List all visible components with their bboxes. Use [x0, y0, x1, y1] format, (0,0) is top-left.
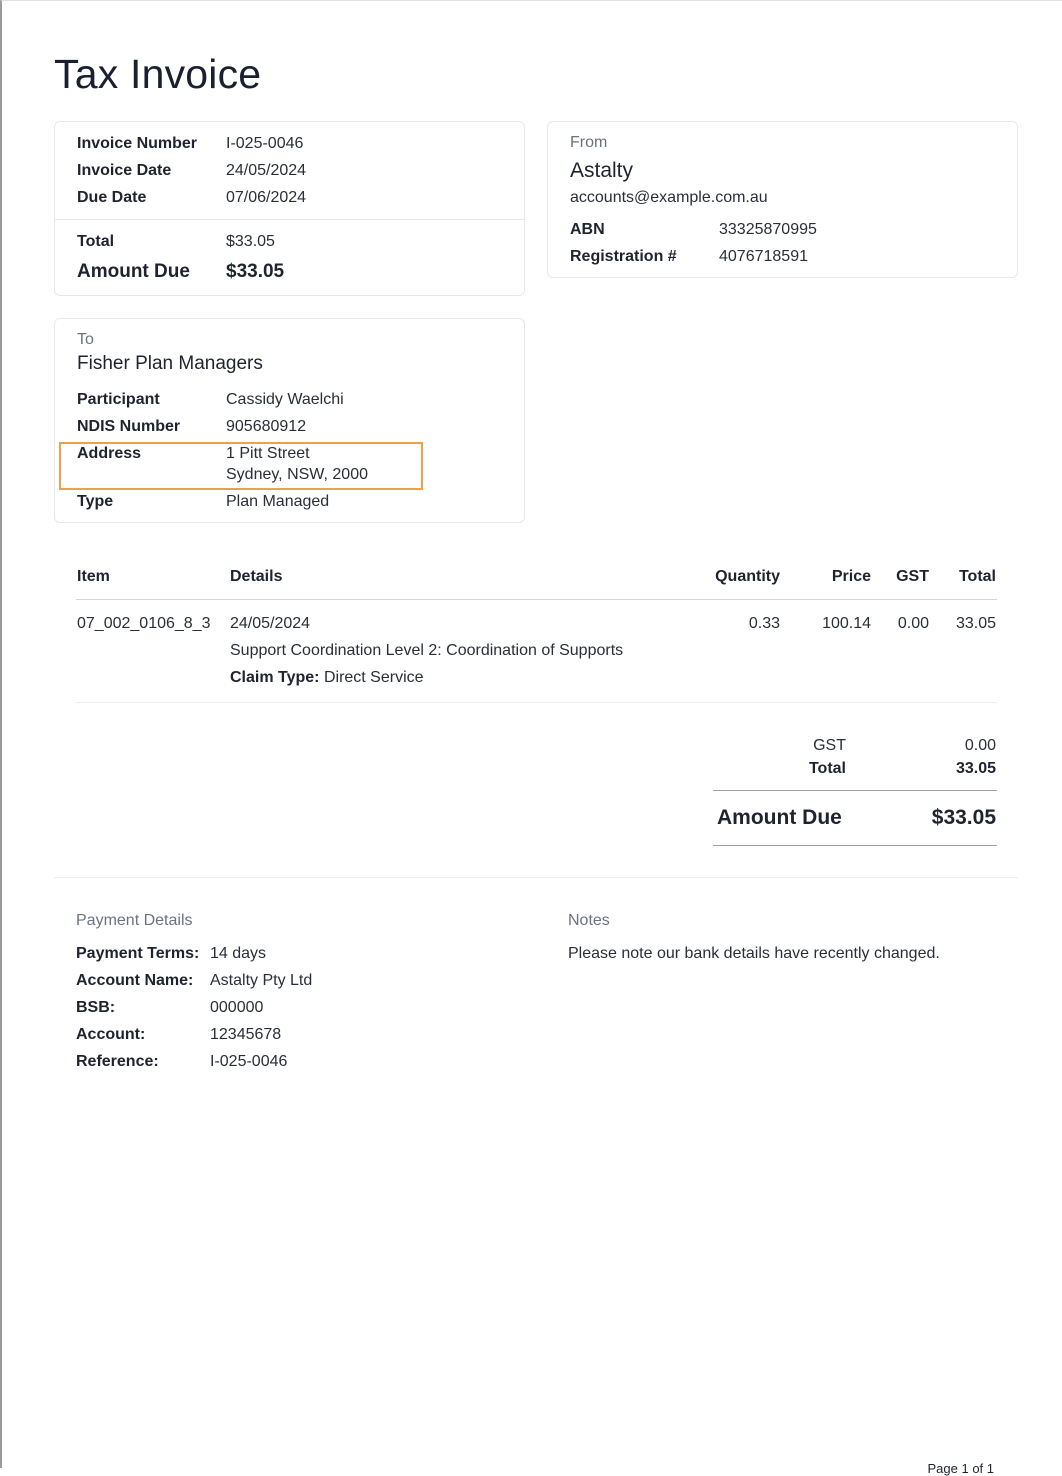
invoice-date-value: 24/05/2024	[226, 162, 307, 179]
summary-total-label: Total	[808, 760, 846, 777]
participant-value: Cassidy Waelchi	[226, 391, 344, 408]
summary-total-value: 33.05	[955, 760, 996, 777]
summary-amount-due-label: Amount Due	[717, 806, 842, 829]
total-value: $33.05	[226, 233, 275, 250]
invoice-summary-card	[54, 121, 525, 296]
col-header-gst: GST	[896, 568, 929, 585]
account-name-value: Astalty Pty Ltd	[210, 972, 313, 989]
col-header-total: Total	[958, 568, 996, 585]
type-label: Type	[77, 493, 114, 510]
total-label: Total	[77, 233, 115, 250]
account-name-label: Account Name:	[76, 972, 194, 989]
section-divider	[54, 877, 1018, 878]
col-header-price: Price	[831, 568, 871, 585]
col-header-item: Item	[77, 568, 110, 585]
summary-rule-top	[713, 790, 997, 791]
payment-terms-value: 14 days	[210, 945, 267, 962]
row-date: 24/05/2024	[230, 615, 311, 632]
table-header-rule	[76, 599, 997, 600]
bsb-label: BSB:	[76, 999, 116, 1016]
card-divider	[55, 219, 524, 220]
reference-value: I-025-0046	[210, 1053, 288, 1070]
to-card	[54, 318, 525, 523]
invoice-number-label: Invoice Number	[77, 135, 198, 152]
abn-label: ABN	[570, 221, 605, 238]
address-highlight-box	[59, 442, 423, 490]
row-item-code: 07_002_0106_8_3	[77, 615, 211, 632]
type-value: Plan Managed	[226, 493, 330, 510]
to-label: To	[77, 331, 94, 348]
address-label: Address	[77, 445, 142, 462]
row-description: Support Coordination Level 2: Coordination of Supports	[230, 642, 624, 659]
ndis-label: NDIS Number	[77, 418, 181, 435]
to-name: Fisher Plan Managers	[77, 353, 263, 374]
payment-terms-label: Payment Terms:	[76, 945, 200, 962]
notes-heading: Notes	[568, 912, 610, 929]
summary-gst-value: 0.00	[964, 737, 996, 754]
registration-value: 4076718591	[719, 248, 808, 265]
participant-label: Participant	[77, 391, 160, 408]
due-date-value: 07/06/2024	[226, 189, 307, 206]
summary-amount-due-value: $33.05	[931, 806, 996, 829]
account-label: Account:	[76, 1026, 146, 1043]
ndis-value: 905680912	[226, 418, 307, 435]
due-date-label: Due Date	[77, 189, 147, 206]
page-title: Tax Invoice	[54, 51, 262, 97]
summary-gst-label: GST	[813, 737, 846, 754]
address-line-2: Sydney, NSW, 2000	[226, 466, 368, 483]
from-name: Astalty	[570, 159, 634, 182]
summary-rule-bottom	[713, 845, 997, 846]
abn-value: 33325870995	[719, 221, 817, 238]
claim-type-label: Claim Type:	[230, 669, 320, 686]
table-row-rule	[76, 702, 997, 703]
row-gst: 0.00	[897, 615, 929, 632]
from-email: accounts@example.com.au	[570, 189, 768, 206]
reference-label: Reference:	[76, 1053, 159, 1070]
col-header-quantity: Quantity	[715, 568, 780, 585]
amount-due-label: Amount Due	[77, 261, 190, 282]
amount-due-value: $33.05	[226, 261, 285, 282]
row-quantity: 0.33	[748, 615, 780, 632]
from-label: From	[570, 134, 608, 151]
invoice-date-label: Invoice Date	[77, 162, 172, 179]
payment-details-heading: Payment Details	[76, 912, 193, 929]
from-card	[547, 121, 1018, 278]
row-price: 100.14	[822, 615, 871, 632]
account-value: 12345678	[210, 1026, 282, 1043]
bsb-value: 000000	[210, 999, 264, 1016]
address-line-1: 1 Pitt Street	[226, 445, 310, 462]
notes-text: Please note our bank details have recently changed.	[568, 945, 940, 962]
registration-label: Registration #	[570, 248, 677, 265]
col-header-details: Details	[230, 568, 283, 585]
row-total: 33.05	[955, 615, 996, 632]
claim-type-value: Direct Service	[323, 669, 424, 686]
invoice-number-value: I-025-0046	[226, 135, 304, 152]
row-claim-type	[230, 669, 424, 687]
page-number: Page 1 of 1	[927, 1461, 994, 1476]
